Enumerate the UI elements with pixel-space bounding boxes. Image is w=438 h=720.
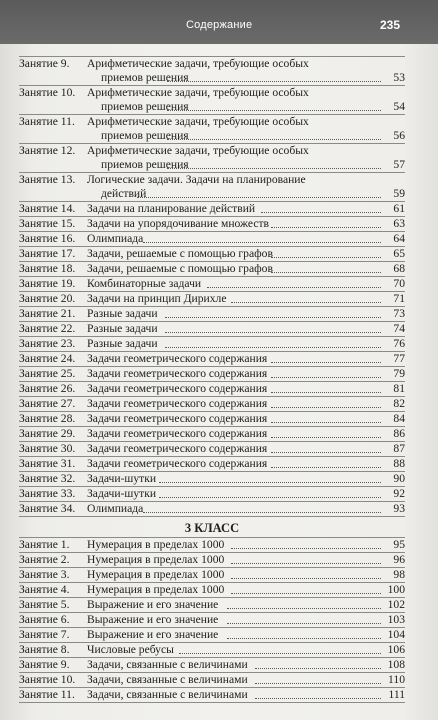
page-number: 81 [393,382,405,395]
toc-entry[interactable] [19,367,405,381]
lesson-title: Выражение и его значение [87,628,219,641]
lesson-title: Логические задачи. Задачи на планирование [87,173,306,186]
lesson-number: Занятие 2. [19,553,70,566]
running-header [0,0,438,44]
dot-leader [143,512,381,513]
toc-entry[interactable] [19,427,405,441]
page-number: 96 [393,553,405,566]
toc-entry[interactable] [19,397,405,411]
dot-leader [271,392,381,393]
row-separator [19,516,405,517]
toc-entry[interactable] [19,352,405,366]
page-number: 103 [387,613,405,626]
toc-entry[interactable] [19,502,405,516]
lesson-title-continued: приемов решения [101,158,189,171]
dot-leader [167,81,381,82]
page-number: 68 [393,262,405,275]
lesson-title: Задачи геометрического содержания [87,412,268,425]
lesson-number: Занятие 20. [19,292,76,305]
lesson-title: Задачи на принцип Дирихле [87,292,227,305]
lesson-number: Занятие 9. [19,658,70,671]
lesson-title: Задачи геометрического содержания [87,352,268,365]
lesson-title: Выражение и его значение [87,613,219,626]
toc-entry[interactable] [19,247,405,261]
lesson-title: Разные задачи [87,337,158,350]
toc-entry[interactable] [19,277,405,291]
dot-leader [167,168,381,169]
lesson-title: Задачи, связанные с величинами [87,673,248,686]
toc-entry[interactable] [19,487,405,501]
toc-entry[interactable] [19,583,405,597]
lesson-title: Арифметические задачи, требующие особых [87,115,309,128]
toc-entry[interactable] [19,658,405,672]
dot-leader [271,272,381,273]
table-of-contents [19,56,405,703]
toc-entry[interactable] [19,262,405,276]
toc-entry[interactable] [19,628,405,642]
toc-entry[interactable] [19,643,405,657]
lesson-number: Занятие 1. [19,538,70,551]
section-heading: 3 КЛАСС [184,521,240,535]
dot-leader [231,548,381,549]
lesson-number: Занятие 16. [19,232,76,245]
dot-leader [159,482,381,483]
toc-entry[interactable] [19,144,405,172]
row-separator [19,702,405,703]
lesson-title: Нумерация в пределах 1000 [87,568,225,581]
toc-entry[interactable] [19,86,405,114]
toc-entry[interactable] [19,57,405,85]
toc-entry[interactable] [19,412,405,426]
page-number: 88 [393,457,405,470]
page-number: 57 [393,158,405,171]
toc-entry[interactable] [19,472,405,486]
lesson-title: Олимпиада [87,232,144,245]
toc-entry[interactable] [19,382,405,396]
dot-leader [255,698,381,699]
dot-leader [271,407,381,408]
page-number: 74 [393,322,405,335]
lesson-title: Олимпиада [87,502,144,515]
lesson-title-continued: действий [101,187,147,200]
dot-leader [137,197,381,198]
toc-entry[interactable] [19,538,405,552]
page-number: 82 [393,397,405,410]
page-number: 61 [393,202,405,215]
toc-entry[interactable] [19,673,405,687]
lesson-title: Нумерация в пределах 1000 [87,553,225,566]
lesson-title: Разные задачи [87,322,158,335]
lesson-number: Занятие 12. [19,144,76,157]
dot-leader [143,242,381,243]
dot-leader [271,467,381,468]
lesson-number: Занятие 31. [19,457,76,470]
page-number: 73 [393,307,405,320]
toc-entry[interactable] [19,568,405,582]
header-page-number: 235 [380,18,401,32]
page-number: 70 [393,277,405,290]
lesson-number: Занятие 5. [19,598,70,611]
lesson-title: Задачи-шутки [87,487,157,500]
page-number: 54 [393,100,405,113]
page-number: 93 [393,502,405,515]
page-number: 108 [387,658,405,671]
lesson-number: Занятие 26. [19,382,76,395]
page-number: 104 [387,628,405,641]
lesson-number: Занятие 4. [19,583,70,596]
lesson-number: Занятие 18. [19,262,76,275]
lesson-number: Занятие 10. [19,86,76,99]
dot-leader [231,563,381,564]
dot-leader [227,638,381,639]
lesson-title: Задачи геометрического содержания [87,457,268,470]
toc-entry[interactable] [19,202,405,216]
lesson-title: Нумерация в пределах 1000 [87,538,225,551]
toc-entry[interactable] [19,337,405,351]
toc-entry[interactable] [19,115,405,143]
toc-entry[interactable] [19,457,405,471]
header-title: Содержание [186,19,253,31]
lesson-title: Числовые ребусы [87,643,174,656]
lesson-title: Задачи, решаемые с помощью графов [87,247,273,260]
lesson-number: Занятие 11. [19,688,75,701]
lesson-number: Занятие 21. [19,307,76,320]
lesson-title: Задачи геометрического содержания [87,367,268,380]
lesson-number: Занятие 14. [19,202,76,215]
toc-entry[interactable] [19,442,405,456]
dot-leader [271,227,381,228]
dot-leader [231,302,381,303]
dot-leader [271,377,381,378]
page-number: 110 [388,673,405,686]
lesson-title: Задачи геометрического содержания [87,382,268,395]
lesson-title: Арифметические задачи, требующие особых [87,86,309,99]
lesson-title: Задачи на планирование действий [87,202,256,215]
lesson-title-continued: приемов решения [101,129,189,142]
page-number: 79 [393,367,405,380]
dot-leader [231,578,381,579]
page-number: 90 [393,472,405,485]
lesson-title: Задачи, решаемые с помощью графов [87,262,273,275]
dot-leader [165,347,381,348]
toc-entry[interactable] [19,598,405,612]
dot-leader [179,653,381,654]
lesson-number: Занятие 3. [19,568,70,581]
toc-entry[interactable] [19,613,405,627]
page-number: 95 [393,538,405,551]
lesson-number: Занятие 25. [19,367,76,380]
toc-entry[interactable] [19,307,405,321]
dot-leader [167,110,381,111]
lesson-title-continued: приемов решения [101,71,189,84]
page-number: 87 [393,442,405,455]
toc-entry[interactable] [19,553,405,567]
page-number: 100 [387,583,405,596]
lesson-number: Занятие 6. [19,613,70,626]
lesson-title: Задачи, связанные с величинами [87,688,248,701]
lesson-title: Арифметические задачи, требующие особых [87,57,309,70]
lesson-title: Задачи-шутки [87,472,157,485]
lesson-title: Выражение и его значение [87,598,219,611]
toc-entry[interactable] [19,232,405,246]
lesson-number: Занятие 22. [19,322,76,335]
page-number: 53 [393,71,405,84]
lesson-title: Задачи геометрического содержания [87,397,268,410]
page-number: 71 [393,292,405,305]
dot-leader [159,497,381,498]
page-number: 111 [388,688,405,701]
lesson-title: Арифметические задачи, требующие особых [87,144,309,157]
dot-leader [271,362,381,363]
toc-entry[interactable] [19,217,405,231]
dot-leader [227,623,381,624]
lesson-title: Задачи на упорядочивание множеств [87,217,270,230]
lesson-number: Занятие 17. [19,247,76,260]
dot-leader [271,452,381,453]
toc-entry[interactable] [19,688,405,702]
page-number: 63 [393,217,405,230]
toc-entry[interactable] [19,292,405,306]
page-number: 56 [393,129,405,142]
lesson-number: Занятие 32. [19,472,76,485]
page-number: 106 [387,643,405,656]
lesson-number: Занятие 30. [19,442,76,455]
dot-leader [165,332,381,333]
lesson-title: Задачи геометрического содержания [87,427,268,440]
lesson-number: Занятие 24. [19,352,76,365]
lesson-number: Занятие 28. [19,412,76,425]
lesson-number: Занятие 10. [19,673,76,686]
dot-leader [227,608,381,609]
page-number: 64 [393,232,405,245]
lesson-number: Занятие 15. [19,217,76,230]
page-number: 84 [393,412,405,425]
page-number: 77 [393,352,405,365]
page-number: 76 [393,337,405,350]
page-number: 86 [393,427,405,440]
lesson-number: Занятие 13. [19,173,76,186]
lesson-title: Разные задачи [87,307,158,320]
lesson-number: Занятие 11. [19,115,75,128]
page-number: 59 [393,187,405,200]
page-number: 65 [393,247,405,260]
lesson-number: Занятие 34. [19,502,76,515]
lesson-number: Занятие 7. [19,628,70,641]
lesson-number: Занятие 9. [19,57,70,70]
dot-leader [271,422,381,423]
dot-leader [271,437,381,438]
dot-leader [165,317,381,318]
lesson-number: Занятие 27. [19,397,76,410]
dot-leader [261,212,381,213]
lesson-number: Занятие 19. [19,277,76,290]
dot-leader [231,593,381,594]
lesson-title: Задачи геометрического содержания [87,442,268,455]
dot-leader [255,668,381,669]
dot-leader [271,257,381,258]
lesson-number: Занятие 29. [19,427,76,440]
lesson-title: Нумерация в пределах 1000 [87,583,225,596]
lesson-title: Комбинаторные задачи [87,277,202,290]
lesson-title-continued: приемов решения [101,100,189,113]
page-number: 92 [393,487,405,500]
lesson-number: Занятие 23. [19,337,76,350]
dot-leader [207,287,381,288]
lesson-title: Задачи, связанные с величинами [87,658,248,671]
dot-leader [255,683,381,684]
dot-leader [167,139,381,140]
toc-entry[interactable] [19,322,405,336]
lesson-number: Занятие 33. [19,487,76,500]
page-number: 98 [393,568,405,581]
page-number: 102 [387,598,405,611]
lesson-number: Занятие 8. [19,643,70,656]
toc-entry[interactable] [19,173,405,201]
